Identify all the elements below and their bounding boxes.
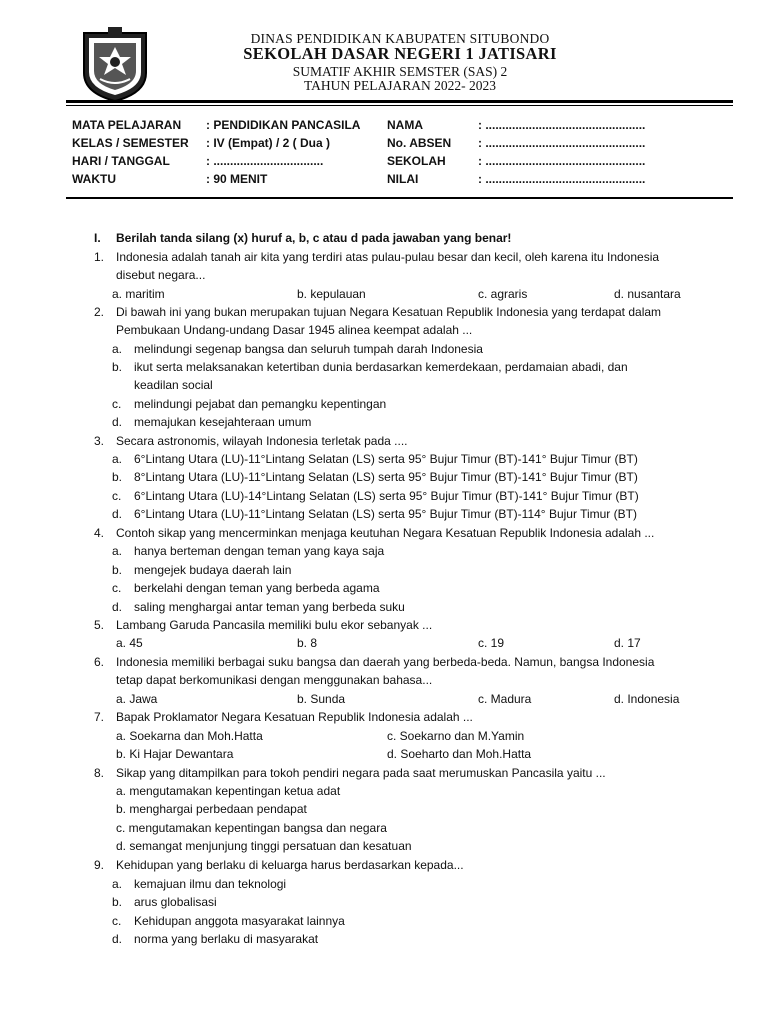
option-letter: b.	[112, 563, 123, 577]
option-d: d. Soeharto dan Moh.Hatta	[387, 747, 532, 761]
header-divider-thick	[66, 100, 733, 103]
info-divider	[66, 197, 733, 199]
option-text: saling menghargai antar teman yang berbeda suku	[134, 600, 405, 614]
option-letter: a.	[112, 877, 123, 891]
option-a: a. maritim	[112, 287, 165, 301]
option-c: c. 19	[478, 636, 505, 650]
info-blank-field: : ................................................	[478, 118, 646, 132]
header-exam-title: SUMATIF AKHIR SEMSTER (SAS) 2	[292, 64, 508, 79]
question-text: Kehidupan yang berlaku di keluarga harus berdasarkan kepada...	[116, 858, 464, 872]
section-instruction: Berilah tanda silang (x) huruf a, b, c atau d pada jawaban yang benar!	[116, 231, 512, 245]
option-b: b. menghargai perbedaan pendapat	[116, 802, 307, 816]
option-d: d. Indonesia	[614, 692, 680, 706]
question-text: Di bawah ini yang bukan merupakan tujuan Negara Kesatuan Republik Indonesia yang terdapat dalam	[116, 305, 662, 319]
question-text: Bapak Proklamator Negara Kesatuan Republik Indonesia adalah ...	[116, 710, 473, 724]
option-text: Kehidupan anggota masyarakat lainnya	[134, 914, 345, 928]
option-d: d. semangat menjunjung tinggi persatuan dan kesatuan	[116, 839, 412, 853]
option-d: d. nusantara	[614, 287, 681, 301]
section-number: I.	[94, 231, 101, 245]
info-row	[72, 136, 732, 154]
question-text: Sikap yang ditampilkan para tokoh pendiri negara pada saat merumuskan Pancasila yaitu ...	[116, 766, 606, 780]
info-label: KELAS / SEMESTER	[72, 136, 189, 150]
info-label: MATA PELAJARAN	[72, 118, 182, 132]
option-b: b. Sunda	[297, 692, 346, 706]
option-a: a. 45	[116, 636, 143, 650]
option-letter: b.	[112, 470, 123, 484]
option-d: d. 17	[614, 636, 641, 650]
option-c: c. mengutamakan kepentingan bangsa dan negara	[116, 821, 387, 835]
info-value: : PENDIDIKAN PANCASILA	[206, 118, 361, 132]
option-text: ikut serta melaksanakan ketertiban dunia berdasarkan kemerdekaan, perdamaian abadi, dan	[134, 360, 628, 374]
question-number: 9.	[94, 858, 105, 872]
option-letter: d.	[112, 932, 123, 946]
option-letter: b.	[112, 360, 123, 374]
question-number: 8.	[94, 766, 105, 780]
info-blank-field: : ................................................	[478, 136, 646, 150]
option-text: mengejek budaya daerah lain	[134, 563, 292, 577]
question-number: 1.	[94, 250, 105, 264]
option-letter: a.	[112, 544, 123, 558]
option-letter: d.	[112, 600, 123, 614]
option-c: c. Soekarno dan M.Yamin	[387, 729, 525, 743]
option-text: 6°Lintang Utara (LU)-11°Lintang Selatan (LS) serta 95° Bujur Timur (BT)-141° Bujur Timur (BT)	[134, 452, 638, 466]
option-letter: d.	[112, 415, 123, 429]
option-text: hanya berteman dengan teman yang kaya saja	[134, 544, 385, 558]
question-number: 5.	[94, 618, 105, 632]
question-text: Indonesia adalah tanah air kita yang terdiri atas pulau-pulau besar dan kecil, oleh karena itu Indonesia	[116, 250, 660, 264]
info-label: SEKOLAH	[387, 154, 446, 168]
info-value: : IV (Empat) / 2 ( Dua )	[206, 136, 331, 150]
info-label: WAKTU	[72, 172, 116, 186]
info-label: NAMA	[387, 118, 423, 132]
header-academic-year: TAHUN PELAJARAN 2022- 2023	[303, 78, 497, 93]
question-text: Pembukaan Undang-undang Dasar 1945 alinea keempat adalah ...	[116, 323, 473, 337]
option-a: a. Soekarna dan Moh.Hatta	[116, 729, 263, 743]
option-a: a. Jawa	[116, 692, 158, 706]
option-letter: c.	[112, 397, 122, 411]
info-row	[72, 118, 732, 136]
option-c: c. Madura	[478, 692, 532, 706]
option-text: arus globalisasi	[134, 895, 217, 909]
option-letter: d.	[112, 507, 123, 521]
option-letter: b.	[112, 895, 123, 909]
header-school-name: SEKOLAH DASAR NEGERI 1 JATISARI	[243, 44, 557, 63]
info-label: No. ABSEN	[387, 136, 452, 150]
option-text: 8°Lintang Utara (LU)-11°Lintang Selatan (LS) serta 95° Bujur Timur (BT)-141° Bujur Timur (BT)	[134, 470, 638, 484]
header-agency: DINAS PENDIDIKAN KABUPATEN SITUBONDO	[250, 31, 550, 46]
question-text: Lambang Garuda Pancasila memiliki bulu ekor sebanyak ...	[116, 618, 433, 632]
question-number: 3.	[94, 434, 105, 448]
option-c: c. agraris	[478, 287, 528, 301]
student-info-table	[72, 118, 732, 190]
question-text: disebut negara...	[116, 268, 206, 282]
option-text: melindungi pejabat dan pemangku kepentingan	[134, 397, 387, 411]
option-letter: a.	[112, 342, 123, 356]
option-letter: a.	[112, 452, 123, 466]
info-row	[72, 154, 732, 172]
question-text: Contoh sikap yang mencerminkan menjaga keutuhan Negara Kesatuan Republik Indonesia adalah ...	[116, 526, 655, 540]
question-number: 2.	[94, 305, 105, 319]
option-b: b. kepulauan	[297, 287, 366, 301]
question-text: Indonesia memiliki berbagai suku bangsa dan daerah yang berbeda-beda. Namun, bangsa Indonesia	[116, 655, 655, 669]
option-text: berkelahi dengan teman yang berbeda agama	[134, 581, 380, 595]
option-text: 6°Lintang Utara (LU)-11°Lintang Selatan (LS) serta 95° Bujur Timur (BT)-114° Bujur Timur (BT)	[134, 507, 637, 521]
option-text: melindungi segenap bangsa dan seluruh tumpah darah Indonesia	[134, 342, 483, 356]
option-a: a. mengutamakan kepentingan ketua adat	[116, 784, 341, 798]
info-label: HARI / TANGGAL	[72, 154, 170, 168]
info-row	[72, 172, 732, 190]
info-blank-field: : ................................................	[478, 154, 646, 168]
info-value: : 90 MENIT	[206, 172, 268, 186]
question-text: Secara astronomis, wilayah Indonesia terletak pada ....	[116, 434, 408, 448]
option-text: kemajuan ilmu dan teknologi	[134, 877, 287, 891]
option-letter: c.	[112, 581, 122, 595]
info-label: NILAI	[387, 172, 419, 186]
option-b: b. Ki Hajar Dewantara	[116, 747, 234, 761]
regency-emblem-logo	[80, 27, 150, 103]
question-number: 7.	[94, 710, 105, 724]
option-letter: c.	[112, 914, 122, 928]
option-text: memajukan kesejahteraan umum	[134, 415, 312, 429]
option-text: norma yang berlaku di masyarakat	[134, 932, 319, 946]
question-number: 6.	[94, 655, 105, 669]
question-number: 4.	[94, 526, 105, 540]
info-blank-field: : ................................................	[478, 172, 646, 186]
option-text: 6°Lintang Utara (LU)-14°Lintang Selatan (LS) serta 95° Bujur Timur (BT)-141° Bujur Timur (BT)	[134, 489, 639, 503]
info-value: : .................................	[206, 154, 324, 168]
question-text: tetap dapat berkomunikasi dengan menggunakan bahasa...	[116, 673, 433, 687]
option-b: b. 8	[297, 636, 318, 650]
option-text: keadilan social	[134, 378, 213, 392]
header-divider-thin	[66, 105, 733, 106]
option-letter: c.	[112, 489, 122, 503]
